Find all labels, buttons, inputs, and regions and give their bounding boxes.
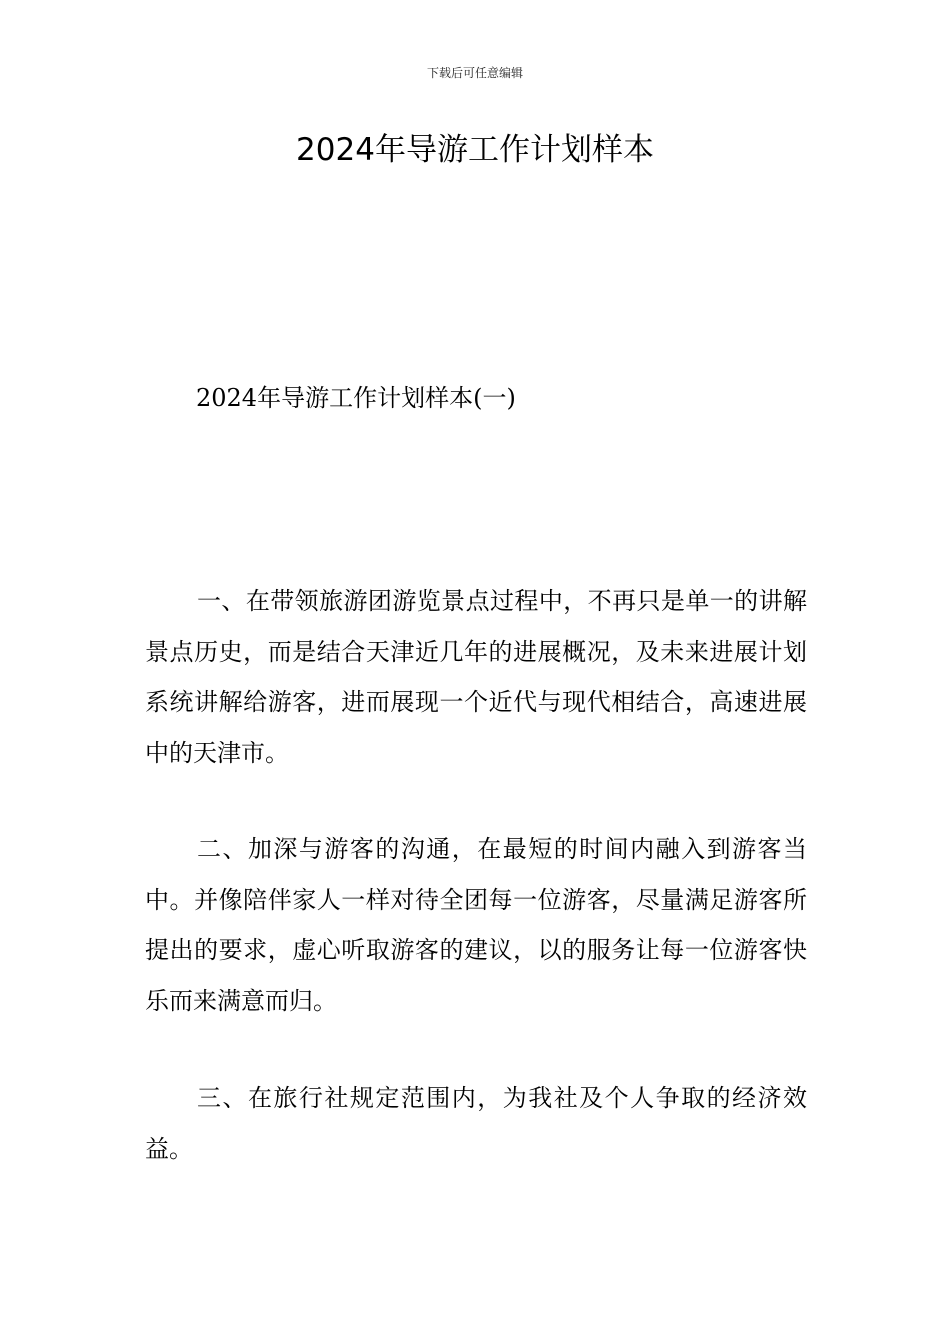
header-note: 下载后可任意编辑 — [426, 66, 523, 80]
paragraph-1: 一、在带领旅游团游览景点过程中，不再只是单一的讲解景点历史，而是结合天津近几年的进展概况，及未来进展计划系统讲解给游客，进而展现一个近代与现代相结合，高速进展中的天津市。 — [145, 587, 807, 767]
section-heading: 2024年导游工作计划样本(一) — [196, 384, 516, 412]
paragraph-3: 三、在旅行社规定范围内，为我社及个人争取的经济效益。 — [145, 1084, 807, 1163]
paragraph-2: 二、加深与游客的沟通，在最短的时间内融入到游客当中。并像陪伴家人一样对待全团每一位游客，尽量满足游客所提出的要求，虚心听取游客的建议，以的服务让每一位游客快乐而来满意而归。 — [145, 835, 807, 1015]
document-title: 2024年导游工作计划样本 — [296, 132, 654, 168]
